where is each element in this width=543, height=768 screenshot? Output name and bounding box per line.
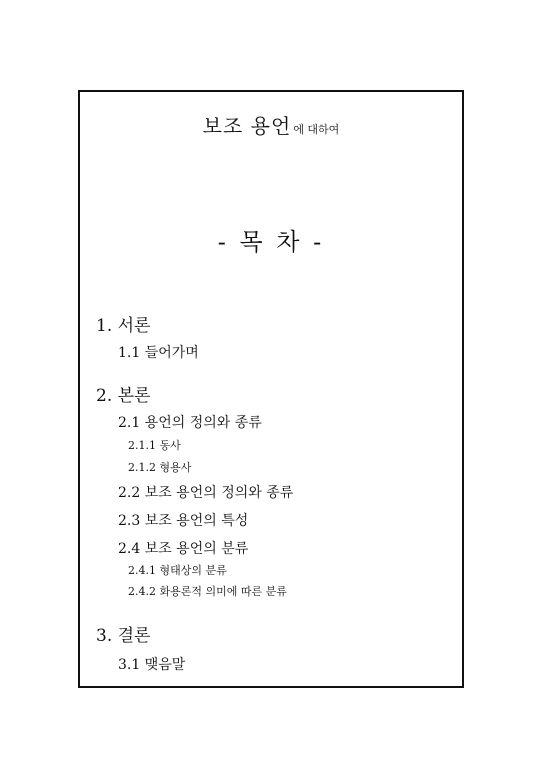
toc-item-2-1-1: 2.1.1 동사: [128, 439, 181, 452]
toc-item-2-4-1: 2.4.1 형태상의 분류: [128, 564, 227, 577]
toc-item-2-1: 2.1 용언의 정의와 종류: [118, 415, 262, 431]
toc-section-1: 1. 서론: [96, 316, 151, 336]
toc-item-1-1: 1.1 들어가며: [118, 345, 199, 361]
toc-item-2-1-2: 2.1.2 형용사: [128, 461, 192, 474]
toc-item-2-4-2: 2.4.2 화용론적 의미에 따른 분류: [128, 585, 287, 598]
toc-item-3-1: 3.1 맺음말: [118, 657, 186, 673]
toc-item-2-2: 2.2 보조 용언의 정의와 종류: [118, 485, 294, 501]
document-title: [80, 110, 462, 139]
title-main: 보조 용언: [202, 114, 292, 138]
document-frame: [78, 90, 464, 688]
toc-section-2: 2. 본론: [96, 386, 151, 406]
toc-section-3: 3. 결론: [96, 626, 151, 646]
toc-heading: - 목 차 -: [217, 228, 325, 256]
title-subtitle: 에 대하여: [293, 123, 340, 136]
toc-item-2-3: 2.3 보조 용언의 특성: [118, 513, 249, 529]
toc-item-2-4: 2.4 보조 용언의 분류: [118, 541, 249, 557]
